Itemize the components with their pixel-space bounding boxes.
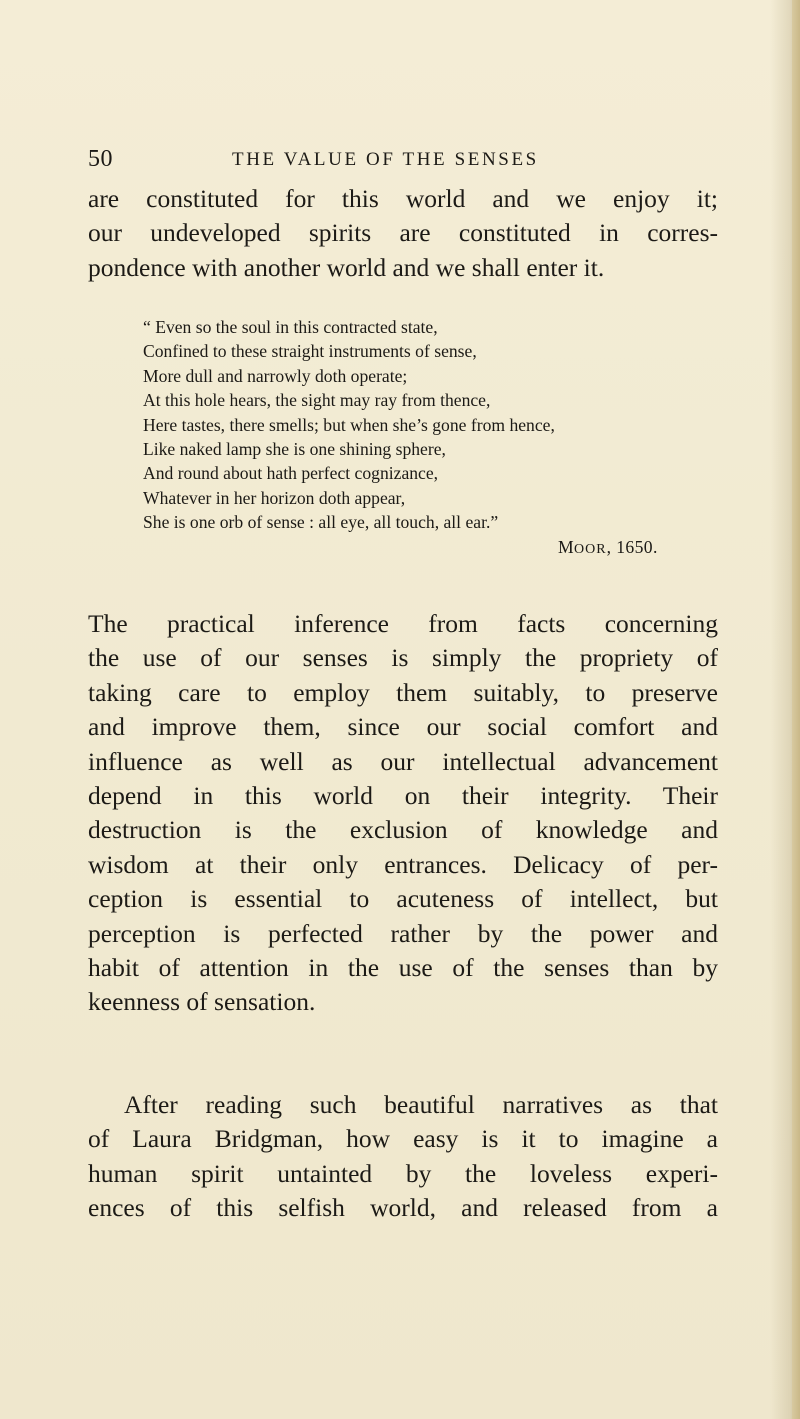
poem-line: More dull and narrowly doth operate; (143, 365, 408, 386)
text-line: of Laura Bridgman, how easy is it to imagine a (88, 1124, 718, 1154)
poem-line: At this hole hears, the sight may ray from thence, (143, 390, 491, 411)
text-line: destruction is the exclusion of knowledge and (88, 815, 718, 845)
text-line: After reading such beautiful narratives as that (124, 1090, 718, 1119)
poem-line: Here tastes, there smells; but when she’s gone from hence, (143, 414, 555, 435)
text-line: habit of attention in the use of the senses than by (88, 953, 718, 983)
text-line: influence as well as our intellectual advancement (88, 746, 718, 776)
paragraph-1 (88, 182, 718, 285)
text-line: ences of this selfish world, and released from a (88, 1193, 718, 1223)
text-line: keenness of sensation. (88, 987, 316, 1017)
running-head (88, 146, 728, 172)
poem-line: Confined to these straight instruments of sense, (143, 341, 477, 362)
poem-line: And round about hath perfect cognizance, (143, 463, 439, 484)
poem-line: She is one orb of sense : all eye, all touch, all ear.” (143, 512, 499, 533)
poem-line: “ Even so the soul in this contracted state, (143, 317, 438, 337)
text-line: human spirit untainted by the loveless experi- (88, 1158, 718, 1188)
text-line: perception is perfected rather by the power and (88, 918, 718, 948)
attribution-year: , 1650. (606, 537, 658, 557)
text-line: the use of our senses is simply the propriety of (88, 643, 718, 673)
text-line: The practical inference from facts concerning (88, 609, 718, 638)
text-line: wisdom at their only entrances. Delicacy of per- (88, 849, 718, 879)
text-line: pondence with another world and we shall enter it. (88, 252, 605, 282)
author-name-rest: OOR (574, 542, 607, 557)
page-number: 50 (88, 146, 113, 172)
text-line: and improve them, since our social comfort and (88, 712, 718, 742)
poem-line: Like naked lamp she is one shining sphere, (143, 439, 446, 460)
poem-attribution (558, 537, 658, 558)
poem-line: Whatever in her horizon doth appear, (143, 487, 406, 508)
poem-quotation (143, 315, 733, 535)
text-line: are constituted for this world and we enjoy it; (88, 184, 718, 213)
paragraph-2 (88, 607, 718, 1020)
text-line: ception is essential to acuteness of intellect, but (88, 884, 718, 914)
page-edge (792, 0, 800, 1419)
text-line: depend in this world on their integrity. Their (88, 781, 718, 811)
author-initial: M (558, 537, 575, 557)
text-line: taking care to employ them suitably, to preserve (88, 677, 718, 707)
text-line: our undeveloped spirits are constituted in corres- (88, 218, 718, 248)
running-title: THE VALUE OF THE SENSES (232, 149, 539, 170)
paragraph-3 (88, 1088, 718, 1226)
